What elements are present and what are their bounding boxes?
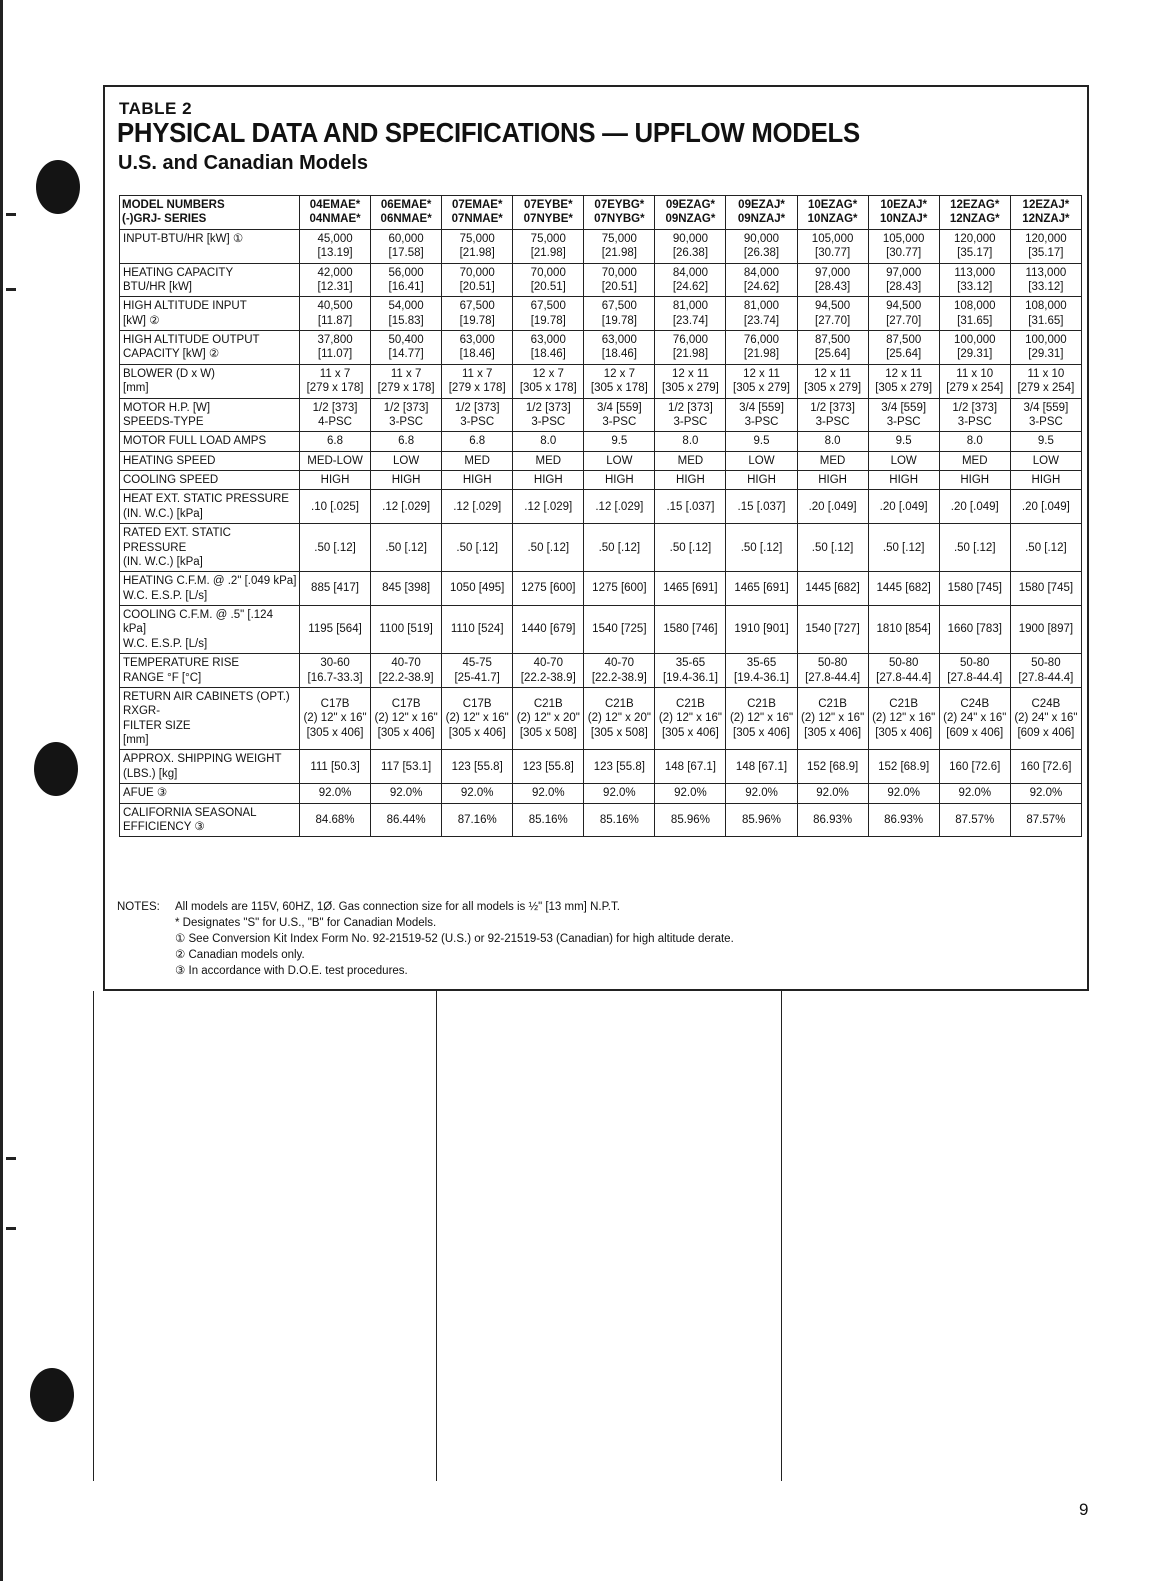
table-cell: 84.68% xyxy=(300,803,371,837)
table-cell: 92.0% xyxy=(513,784,584,803)
table-cell: 90,000 [26.38] xyxy=(726,229,797,263)
table-cell: 45-75 [25-41.7] xyxy=(442,654,513,688)
table-cell: C24B (2) 24" x 16" [609 x 406] xyxy=(939,687,1010,750)
page-title: PHYSICAL DATA AND SPECIFICATIONS — UPFLOW MODELS xyxy=(117,117,860,148)
table-cell: 40,500 [11.87] xyxy=(300,297,371,331)
table-cell: 12 x 11 [305 x 279] xyxy=(726,364,797,398)
table-cell: 123 [55.8] xyxy=(442,750,513,784)
column-rule xyxy=(93,991,94,1481)
row-label: RETURN AIR CABINETS (OPT.) RXGR- FILTER SIZE [mm] xyxy=(120,687,300,750)
table-row xyxy=(120,524,1082,572)
table-cell: 56,000 [16.41] xyxy=(371,263,442,297)
table-cell: 12 x 7 [305 x 178] xyxy=(584,364,655,398)
table-row xyxy=(120,229,1082,263)
table-cell: 113,000 [33.12] xyxy=(939,263,1010,297)
table-cell: LOW xyxy=(371,451,442,470)
table-cell: 75,000 [21.98] xyxy=(442,229,513,263)
table-cell: 85.96% xyxy=(726,803,797,837)
table-cell: 160 [72.6] xyxy=(939,750,1010,784)
table-cell: 11 x 10 [279 x 254] xyxy=(1010,364,1081,398)
table-cell: 50-80 [27.8-44.4] xyxy=(1010,654,1081,688)
table-cell: 67,500 [19.78] xyxy=(513,297,584,331)
table-cell: .50 [.12] xyxy=(726,524,797,572)
table-cell: 9.5 xyxy=(1010,432,1081,451)
table-cell: 81,000 [23.74] xyxy=(655,297,726,331)
table-cell: 12 x 7 [305 x 178] xyxy=(513,364,584,398)
table-cell: HIGH xyxy=(726,471,797,490)
table-cell: 87.57% xyxy=(939,803,1010,837)
table-cell: 1580 [745] xyxy=(1010,572,1081,606)
table-cell: 1/2 [373] 3-PSC xyxy=(442,398,513,432)
table-cell: 1/2 [373] 3-PSC xyxy=(655,398,726,432)
table-cell: 86.44% xyxy=(371,803,442,837)
table-row xyxy=(120,803,1082,837)
table-cell: 12 x 11 [305 x 279] xyxy=(655,364,726,398)
table-cell: 1445 [682] xyxy=(868,572,939,606)
table-cell: 70,000 [20.51] xyxy=(513,263,584,297)
model-number-header: 12EZAJ* 12NZAJ* xyxy=(1010,196,1081,230)
table-cell: 92.0% xyxy=(371,784,442,803)
table-row xyxy=(120,432,1082,451)
table-cell: C17B (2) 12" x 16" [305 x 406] xyxy=(442,687,513,750)
table-row xyxy=(120,331,1082,365)
table-cell: .15 [.037] xyxy=(655,490,726,524)
table-row xyxy=(120,750,1082,784)
table-cell: 1100 [519] xyxy=(371,606,442,654)
table-cell: 81,000 [23.74] xyxy=(726,297,797,331)
table-cell: HIGH xyxy=(513,471,584,490)
table-cell: 63,000 [18.46] xyxy=(584,331,655,365)
table-cell: 63,000 [18.46] xyxy=(513,331,584,365)
model-number-header: 09EZAJ* 09NZAJ* xyxy=(726,196,797,230)
row-label: INPUT-BTU/HR [kW] ① xyxy=(120,229,300,263)
row-label: APPROX. SHIPPING WEIGHT (LBS.) [kg] xyxy=(120,750,300,784)
table-cell: 86.93% xyxy=(868,803,939,837)
table-cell: .20 [.049] xyxy=(1010,490,1081,524)
table-cell: .50 [.12] xyxy=(513,524,584,572)
table-cell: .50 [.12] xyxy=(442,524,513,572)
table-cell: 87,500 [25.64] xyxy=(868,331,939,365)
table-cell: C17B (2) 12" x 16" [305 x 406] xyxy=(371,687,442,750)
table-cell: 1275 [600] xyxy=(513,572,584,606)
table-cell: 76,000 [21.98] xyxy=(655,331,726,365)
table-cell: .12 [.029] xyxy=(442,490,513,524)
table-cell: 1580 [746] xyxy=(655,606,726,654)
edge-tick xyxy=(6,1157,16,1160)
table-cell: 1900 [897] xyxy=(1010,606,1081,654)
table-cell: 8.0 xyxy=(513,432,584,451)
table-cell: 1440 [679] xyxy=(513,606,584,654)
note-line: ① See Conversion Kit Index Form No. 92-21519-52 (U.S.) or 92-21519-53 (Canadian) for high altitude derate. xyxy=(175,933,734,945)
table-cell: 45,000 [13.19] xyxy=(300,229,371,263)
table-cell: 92.0% xyxy=(797,784,868,803)
table-row xyxy=(120,471,1082,490)
table-cell: 845 [398] xyxy=(371,572,442,606)
table-cell: 87.57% xyxy=(1010,803,1081,837)
table-cell: .12 [.029] xyxy=(371,490,442,524)
row-label: MOTOR FULL LOAD AMPS xyxy=(120,432,300,451)
table-cell: MED xyxy=(939,451,1010,470)
table-cell: 11 x 10 [279 x 254] xyxy=(939,364,1010,398)
table-frame xyxy=(103,85,1089,991)
table-cell: HIGH xyxy=(371,471,442,490)
table-cell: 105,000 [30.77] xyxy=(868,229,939,263)
table-cell: 92.0% xyxy=(655,784,726,803)
row-label: HEATING C.F.M. @ .2" [.049 kPa] W.C. E.S.P. [L/s] xyxy=(120,572,300,606)
table-cell: 40-70 [22.2-38.9] xyxy=(371,654,442,688)
table-cell: .50 [.12] xyxy=(584,524,655,572)
table-cell: 40-70 [22.2-38.9] xyxy=(513,654,584,688)
table-row xyxy=(120,398,1082,432)
table-cell: .50 [.12] xyxy=(655,524,726,572)
table-cell: 1810 [854] xyxy=(868,606,939,654)
table-cell: MED xyxy=(442,451,513,470)
table-cell: MED xyxy=(797,451,868,470)
table-cell: 1275 [600] xyxy=(584,572,655,606)
table-cell: 1110 [524] xyxy=(442,606,513,654)
table-cell: 100,000 [29.31] xyxy=(939,331,1010,365)
table-row xyxy=(120,784,1082,803)
table-cell: 40-70 [22.2-38.9] xyxy=(584,654,655,688)
table-cell: .50 [.12] xyxy=(1010,524,1081,572)
table-cell: 1540 [725] xyxy=(584,606,655,654)
table-cell: 92.0% xyxy=(584,784,655,803)
table-cell: 63,000 [18.46] xyxy=(442,331,513,365)
table-cell: 37,800 [11.07] xyxy=(300,331,371,365)
table-cell: .12 [.029] xyxy=(584,490,655,524)
note-line: ② Canadian models only. xyxy=(175,949,305,961)
table-cell: C21B (2) 12" x 16" [305 x 406] xyxy=(797,687,868,750)
table-cell: 50-80 [27.8-44.4] xyxy=(868,654,939,688)
table-cell: C21B (2) 12" x 20" [305 x 508] xyxy=(584,687,655,750)
table-cell: 123 [55.8] xyxy=(584,750,655,784)
table-cell: 12 x 11 [305 x 279] xyxy=(797,364,868,398)
edge-tick xyxy=(6,288,16,291)
table-row xyxy=(120,490,1082,524)
row-label: TEMPERATURE RISE RANGE °F [°C] xyxy=(120,654,300,688)
table-cell: 75,000 [21.98] xyxy=(513,229,584,263)
header-label: MODEL NUMBERS (-)GRJ- SERIES xyxy=(120,196,300,230)
table-cell: HIGH xyxy=(584,471,655,490)
table-cell: HIGH xyxy=(655,471,726,490)
table-cell: 92.0% xyxy=(442,784,513,803)
table-cell: C17B (2) 12" x 16" [305 x 406] xyxy=(300,687,371,750)
table-cell: 35-65 [19.4-36.1] xyxy=(726,654,797,688)
table-cell: 8.0 xyxy=(655,432,726,451)
table-cell: 6.8 xyxy=(300,432,371,451)
row-label: HEAT EXT. STATIC PRESSURE (IN. W.C.) [kPa] xyxy=(120,490,300,524)
table-cell: 113,000 [33.12] xyxy=(1010,263,1081,297)
column-rule xyxy=(781,991,782,1481)
table-cell: 75,000 [21.98] xyxy=(584,229,655,263)
table-cell: 1465 [691] xyxy=(655,572,726,606)
table-cell: .50 [.12] xyxy=(371,524,442,572)
table-cell: 1/2 [373] 3-PSC xyxy=(513,398,584,432)
table-cell: 1910 [901] xyxy=(726,606,797,654)
table-cell: 94,500 [27.70] xyxy=(797,297,868,331)
table-cell: 85.16% xyxy=(513,803,584,837)
row-label: HIGH ALTITUDE OUTPUT CAPACITY [kW] ② xyxy=(120,331,300,365)
table-cell: 3/4 [559] 3-PSC xyxy=(1010,398,1081,432)
table-cell: MED xyxy=(655,451,726,470)
row-label: HIGH ALTITUDE INPUT [kW] ② xyxy=(120,297,300,331)
table-cell: LOW xyxy=(584,451,655,470)
table-cell: 9.5 xyxy=(868,432,939,451)
table-cell: 60,000 [17.58] xyxy=(371,229,442,263)
table-label: TABLE 2 xyxy=(119,99,193,118)
table-cell: 117 [53.1] xyxy=(371,750,442,784)
table-cell: 11 x 7 [279 x 178] xyxy=(371,364,442,398)
table-cell: 11 x 7 [279 x 178] xyxy=(442,364,513,398)
row-label: HEATING CAPACITY BTU/HR [kW] xyxy=(120,263,300,297)
table-cell: 87.16% xyxy=(442,803,513,837)
table-cell: HIGH xyxy=(868,471,939,490)
model-number-header: 09EZAG* 09NZAG* xyxy=(655,196,726,230)
table-cell: .50 [.12] xyxy=(797,524,868,572)
table-cell: 84,000 [24.62] xyxy=(726,263,797,297)
model-number-header: 07EYBG* 07NYBG* xyxy=(584,196,655,230)
table-cell: C21B (2) 12" x 16" [305 x 406] xyxy=(868,687,939,750)
table-row xyxy=(120,606,1082,654)
table-cell: .20 [.049] xyxy=(797,490,868,524)
table-cell: 1660 [783] xyxy=(939,606,1010,654)
table-cell: 50,400 [14.77] xyxy=(371,331,442,365)
table-cell: .50 [.12] xyxy=(868,524,939,572)
model-number-header: 04EMAE* 04NMAE* xyxy=(300,196,371,230)
table-cell: 97,000 [28.43] xyxy=(868,263,939,297)
table-cell: 1050 [495] xyxy=(442,572,513,606)
table-cell: .20 [.049] xyxy=(939,490,1010,524)
binder-hole xyxy=(34,742,78,796)
table-cell: 1540 [727] xyxy=(797,606,868,654)
table-cell: 100,000 [29.31] xyxy=(1010,331,1081,365)
table-cell: 148 [67.1] xyxy=(726,750,797,784)
table-cell: LOW xyxy=(726,451,797,470)
table-cell: 12 x 11 [305 x 279] xyxy=(868,364,939,398)
model-number-header: 07EYBE* 07NYBE* xyxy=(513,196,584,230)
binder-hole xyxy=(36,160,80,214)
edge-tick xyxy=(6,1227,16,1230)
table-cell: LOW xyxy=(868,451,939,470)
row-label: CALIFORNIA SEASONAL EFFICIENCY ③ xyxy=(120,803,300,837)
model-number-header: 07EMAE* 07NMAE* xyxy=(442,196,513,230)
table-cell: HIGH xyxy=(939,471,1010,490)
table-row xyxy=(120,687,1082,750)
table-row xyxy=(120,572,1082,606)
table-cell: 6.8 xyxy=(442,432,513,451)
table-cell: HIGH xyxy=(797,471,868,490)
table-cell: 1/2 [373] 3-PSC xyxy=(939,398,1010,432)
table-cell: HIGH xyxy=(442,471,513,490)
row-label: AFUE ③ xyxy=(120,784,300,803)
notes-heading: NOTES: xyxy=(117,901,160,913)
table-cell: 8.0 xyxy=(797,432,868,451)
table-cell: .20 [.049] xyxy=(868,490,939,524)
table-cell: 70,000 [20.51] xyxy=(584,263,655,297)
model-number-header: 12EZAG* 12NZAG* xyxy=(939,196,1010,230)
table-cell: 94,500 [27.70] xyxy=(868,297,939,331)
notes xyxy=(117,899,734,979)
row-label: COOLING SPEED xyxy=(120,471,300,490)
table-cell: 70,000 [20.51] xyxy=(442,263,513,297)
row-label: MOTOR H.P. [W] SPEEDS-TYPE xyxy=(120,398,300,432)
table-cell: C21B (2) 12" x 16" [305 x 406] xyxy=(726,687,797,750)
table-cell: 3/4 [559] 3-PSC xyxy=(584,398,655,432)
table-cell: 1580 [745] xyxy=(939,572,1010,606)
table-cell: HIGH xyxy=(300,471,371,490)
table-cell: C21B (2) 12" x 20" [305 x 508] xyxy=(513,687,584,750)
row-label: RATED EXT. STATIC PRESSURE (IN. W.C.) [kPa] xyxy=(120,524,300,572)
table-cell: 1445 [682] xyxy=(797,572,868,606)
table-cell: 35-65 [19.4-36.1] xyxy=(655,654,726,688)
table-cell: 50-80 [27.8-44.4] xyxy=(939,654,1010,688)
table-cell: 54,000 [15.83] xyxy=(371,297,442,331)
table-cell: 1195 [564] xyxy=(300,606,371,654)
table-cell: 3/4 [559] 3-PSC xyxy=(868,398,939,432)
table-cell: 92.0% xyxy=(726,784,797,803)
table-cell: 120,000 [35.17] xyxy=(939,229,1010,263)
table-cell: 3/4 [559] 3-PSC xyxy=(726,398,797,432)
model-number-header: 06EMAE* 06NMAE* xyxy=(371,196,442,230)
page-subtitle: U.S. and Canadian Models xyxy=(118,152,369,174)
table-cell: MED xyxy=(513,451,584,470)
table-cell: 105,000 [30.77] xyxy=(797,229,868,263)
table-cell: 1/2 [373] 3-PSC xyxy=(797,398,868,432)
edge-tick xyxy=(6,213,16,216)
table-row xyxy=(120,451,1082,470)
table-row xyxy=(120,263,1082,297)
model-number-header: 10EZAJ* 10NZAJ* xyxy=(868,196,939,230)
table-cell: 6.8 xyxy=(371,432,442,451)
table-cell: 76,000 [21.98] xyxy=(726,331,797,365)
table-cell: 87,500 [25.64] xyxy=(797,331,868,365)
table-cell: 50-80 [27.8-44.4] xyxy=(797,654,868,688)
page-number: 9 xyxy=(1079,1500,1089,1519)
table-cell: 1465 [691] xyxy=(726,572,797,606)
table-cell: MED-LOW xyxy=(300,451,371,470)
table-row xyxy=(120,364,1082,398)
binder-hole xyxy=(30,1368,74,1422)
table-cell: 1/2 [373] 4-PSC xyxy=(300,398,371,432)
note-line: ③ In accordance with D.O.E. test procedures. xyxy=(175,965,408,977)
table-cell: 85.96% xyxy=(655,803,726,837)
table-cell: 92.0% xyxy=(868,784,939,803)
table-row xyxy=(120,654,1082,688)
table-cell: 42,000 [12.31] xyxy=(300,263,371,297)
page-edge-line xyxy=(0,0,3,1581)
table-cell: HIGH xyxy=(1010,471,1081,490)
table-cell: 8.0 xyxy=(939,432,1010,451)
column-rule xyxy=(436,991,437,1481)
table-cell: 111 [50.3] xyxy=(300,750,371,784)
table-cell: 9.5 xyxy=(726,432,797,451)
table-cell: 108,000 [31.65] xyxy=(1010,297,1081,331)
table-cell: 148 [67.1] xyxy=(655,750,726,784)
table-cell: .50 [.12] xyxy=(939,524,1010,572)
table-cell: 67,500 [19.78] xyxy=(442,297,513,331)
table-cell: 108,000 [31.65] xyxy=(939,297,1010,331)
table-cell: 152 [68.9] xyxy=(868,750,939,784)
table-cell: 92.0% xyxy=(1010,784,1081,803)
table-cell: .10 [.025] xyxy=(300,490,371,524)
row-label: HEATING SPEED xyxy=(120,451,300,470)
header-row xyxy=(120,196,1082,230)
table-cell: 97,000 [28.43] xyxy=(797,263,868,297)
table-cell: 160 [72.6] xyxy=(1010,750,1081,784)
table-cell: .50 [.12] xyxy=(300,524,371,572)
row-label: COOLING C.F.M. @ .5" [.124 kPa] W.C. E.S.P. [L/s] xyxy=(120,606,300,654)
table-cell: 152 [68.9] xyxy=(797,750,868,784)
table-cell: C21B (2) 12" x 16" [305 x 406] xyxy=(655,687,726,750)
table-cell: C24B (2) 24" x 16" [609 x 406] xyxy=(1010,687,1081,750)
note-line: All models are 115V, 60HZ, 1Ø. Gas connection size for all models is ½" [13 mm] N.P.T. xyxy=(175,901,620,913)
spec-table xyxy=(119,195,1082,837)
table-cell: 885 [417] xyxy=(300,572,371,606)
table-cell: 120,000 [35.17] xyxy=(1010,229,1081,263)
table-row xyxy=(120,297,1082,331)
table-cell: 67,500 [19.78] xyxy=(584,297,655,331)
table-cell: 1/2 [373] 3-PSC xyxy=(371,398,442,432)
table-cell: 84,000 [24.62] xyxy=(655,263,726,297)
table-cell: 85.16% xyxy=(584,803,655,837)
model-number-header: 10EZAG* 10NZAG* xyxy=(797,196,868,230)
table-cell: .15 [.037] xyxy=(726,490,797,524)
table-cell: 92.0% xyxy=(300,784,371,803)
table-cell: .12 [.029] xyxy=(513,490,584,524)
table-cell: 11 x 7 [279 x 178] xyxy=(300,364,371,398)
table-cell: LOW xyxy=(1010,451,1081,470)
note-line: * Designates "S" for U.S., "B" for Canadian Models. xyxy=(175,917,437,929)
table-cell: 123 [55.8] xyxy=(513,750,584,784)
table-cell: 90,000 [26.38] xyxy=(655,229,726,263)
table-cell: 30-60 [16.7-33.3] xyxy=(300,654,371,688)
table-cell: 86.93% xyxy=(797,803,868,837)
table-cell: 92.0% xyxy=(939,784,1010,803)
table-cell: 9.5 xyxy=(584,432,655,451)
row-label: BLOWER (D x W) [mm] xyxy=(120,364,300,398)
